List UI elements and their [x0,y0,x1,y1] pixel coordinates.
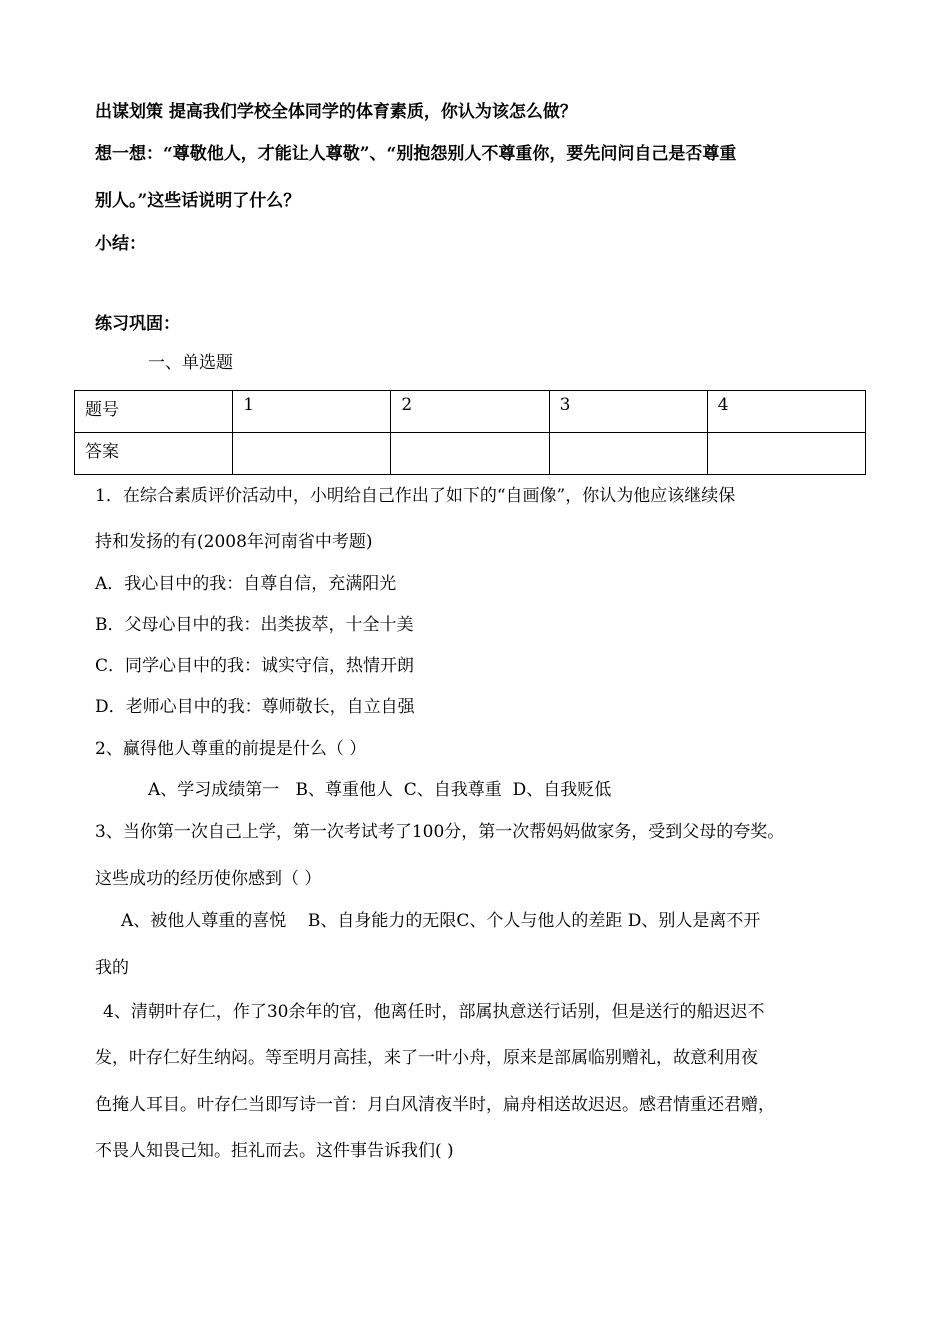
table-row [75,391,866,433]
q1-option-b: B．父母心目中的我：出类拔萃，十全十美 [95,615,414,635]
q4-line3: 色掩人耳目。叶存仁当即写诗一首：月白风清夜半时，扁舟相送故迟迟。感君情重还君赠， [95,1095,775,1115]
q4-line2: 发，叶存仁好生纳闷。等至明月高挂，来了一叶小舟，原来是部属临别赠礼，故意利用夜 [95,1048,758,1068]
table-row [75,433,866,475]
plan-question: 出谋划策 提高我们学校全体同学的体育素质，你认为该怎么做？ [95,102,577,122]
practice-title: 练习巩固： [95,314,180,334]
q4-line1: 4、清朝叶存仁，作了30余年的官，他离任时，部属执意送行话别，但是送行的船迟迟不 [103,1002,765,1022]
answer-cell[interactable] [707,433,865,475]
table-cell: 4 [707,391,865,433]
q1-option-a: A．我心目中的我：自尊自信，充满阳光 [95,574,397,594]
answer-table [74,390,866,475]
table-header-cell: 答案 [75,433,233,475]
q4-line4: 不畏人知畏己知。拒礼而去。这件事告诉我们( ) [95,1141,454,1161]
table-cell: 3 [549,391,707,433]
think-question-line1: 想一想：“尊敬他人，才能让人尊敬”、“别抱怨别人不尊重你，要先问问自己是否尊重 [95,144,737,164]
section-heading: 一、单选题 [148,353,233,373]
table-cell: 1 [233,391,391,433]
q3-line3: A、被他人尊重的喜悦 B、自身能力的无限C、个人与他人的差距 D、别人是离不开 [121,911,761,931]
q3-line2: 这些成功的经历使你感到（ ） [95,869,322,889]
table-header-cell: 题号 [75,391,233,433]
table-cell: 2 [391,391,549,433]
answer-cell[interactable] [391,433,549,475]
q1-line2: 持和发扬的有(2008年河南省中考题) [95,532,373,552]
q1-line1: 1．在综合素质评价活动中，小明给自己作出了如下的“自画像”，你认为他应该继续保 [95,486,736,506]
answer-cell[interactable] [549,433,707,475]
think-question-line2: 别人。”这些话说明了什么？ [95,191,301,211]
q3-line4: 我的 [95,958,129,978]
q1-option-c: C．同学心目中的我：诚实守信，热情开朗 [95,656,415,676]
q2-stem: 2、赢得他人尊重的前提是什么（ ） [95,739,367,759]
q1-option-d: D．老师心目中的我：尊师敬长，自立自强 [95,697,415,717]
q3-line1: 3、当你第一次自己上学，第一次考试考了100分，第一次帮妈妈做家务，受到父母的夸奖。 [95,822,785,842]
q2-options: A、学习成绩第一 B、尊重他人 C、自我尊重 D、自我贬低 [148,780,612,800]
summary-label: 小结： [95,234,146,254]
answer-cell[interactable] [233,433,391,475]
